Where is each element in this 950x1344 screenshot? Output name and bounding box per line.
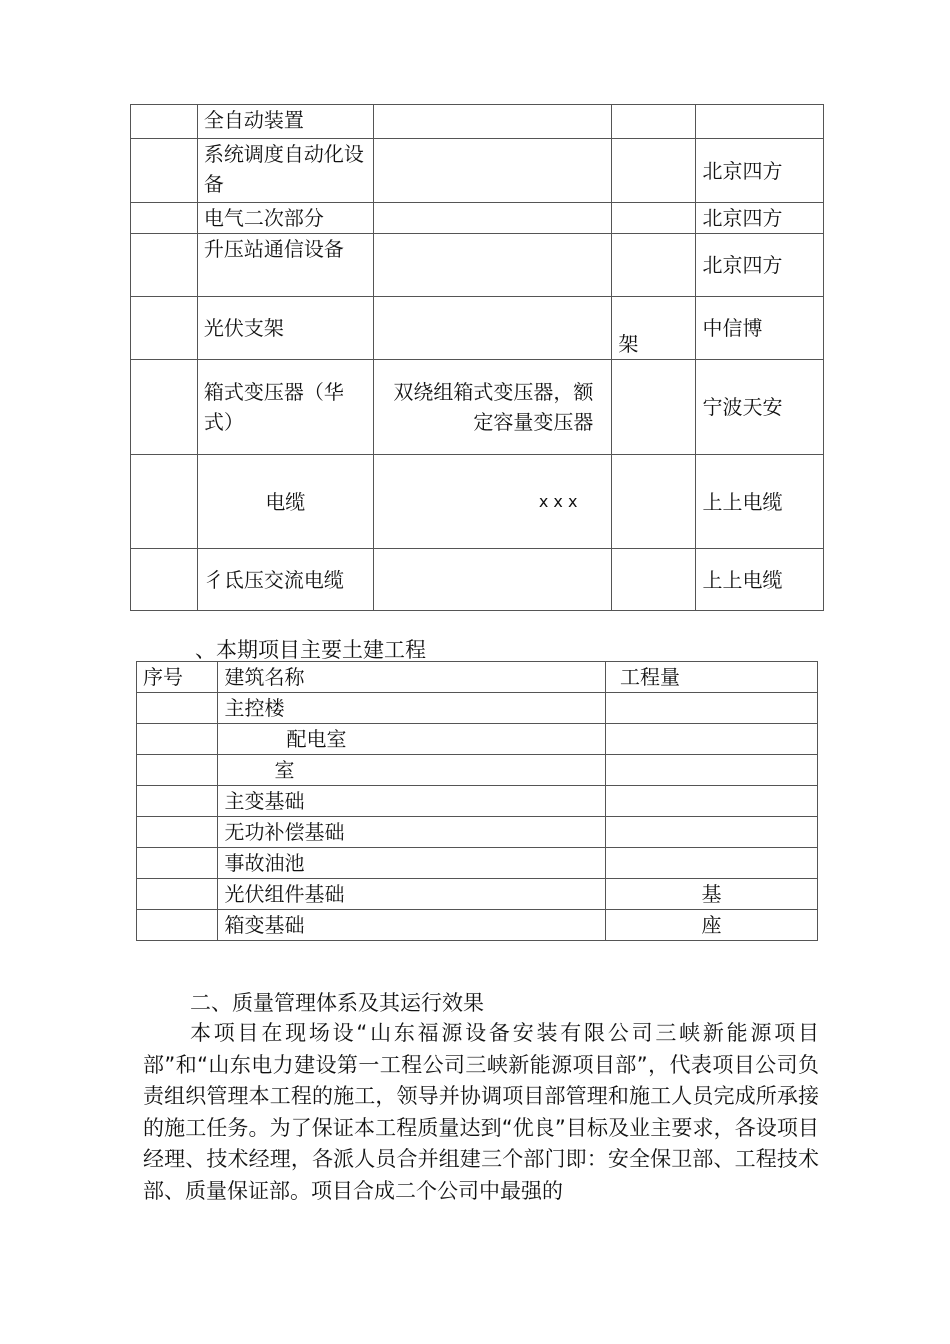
- table-row: [137, 879, 818, 910]
- equipment-name: 箱式变压器（华式）: [197, 360, 373, 455]
- equipment-unit: [612, 203, 696, 234]
- table-row: [137, 755, 818, 786]
- equipment-vendor: 宁波天安: [696, 360, 824, 455]
- table-row: [131, 139, 824, 203]
- table-row: [131, 105, 824, 139]
- table-row: [137, 848, 818, 879]
- row-qty: 座: [606, 910, 818, 941]
- equipment-name: 电缆: [197, 455, 373, 549]
- equipment-vendor: 北京四方: [696, 139, 824, 203]
- body-paragraph: 本项目在现场设“山东福源设备安装有限公司三峡新能源项目部”和“山东电力建设第一工程公司三峡新能源项目部”，代表项目公司负责组织管理本工程的施工，领导并协调项目部管理和施工人员完成所承接的施工任务。为了保证本工程质量达到“优良”目标及业主要求，各设项目经理、技术经理，各派人员合并组建三个部门即：安全保卫部、工程技术部、质量保证部。项目合成二个公司中最强的: [143, 1021, 819, 1203]
- row-no: [137, 755, 218, 786]
- table-row: [137, 786, 818, 817]
- table-row: [137, 817, 818, 848]
- row-no: [137, 848, 218, 879]
- equipment-spec: [373, 203, 612, 234]
- equipment-spec: [373, 549, 612, 611]
- row-qty: [606, 786, 818, 817]
- table-cell: [131, 203, 198, 234]
- civil-works-table: [136, 661, 818, 941]
- row-name: 主控楼: [218, 693, 606, 724]
- section-heading: 二、质量管理体系及其运行效果: [190, 991, 484, 1015]
- equipment-vendor: 北京四方: [696, 203, 824, 234]
- table-cell: [131, 455, 198, 549]
- equipment-name: 升压站通信设备: [197, 234, 373, 297]
- row-name: 室: [218, 755, 606, 786]
- equipment-vendor: [696, 105, 824, 139]
- table-cell: [131, 234, 198, 297]
- table-cell: [131, 297, 198, 360]
- equipment-unit: [612, 455, 696, 549]
- row-name: 配电室: [218, 724, 606, 755]
- equipment-unit: [612, 234, 696, 297]
- equipment-table: [130, 104, 824, 611]
- table-row: [131, 455, 824, 549]
- table-header-row: [137, 662, 818, 693]
- row-qty: [606, 693, 818, 724]
- equipment-spec: [373, 234, 612, 297]
- equipment-name: 光伏支架: [197, 297, 373, 360]
- table-row: [137, 910, 818, 941]
- section-title: 、本期项目主要土建工程: [195, 638, 426, 662]
- equipment-vendor: 上上电缆: [696, 455, 824, 549]
- equipment-spec: x x x: [373, 455, 612, 549]
- row-name: 主变基础: [218, 786, 606, 817]
- equipment-spec: [373, 105, 612, 139]
- equipment-vendor: 北京四方: [696, 234, 824, 297]
- equipment-unit: [612, 105, 696, 139]
- equipment-vendor: 上上电缆: [696, 549, 824, 611]
- row-name: 无功补偿基础: [218, 817, 606, 848]
- equipment-spec: 双绕组箱式变压器，额定容量变压器: [373, 360, 612, 455]
- equipment-vendor: 中信博: [696, 297, 824, 360]
- equipment-spec: [373, 297, 612, 360]
- row-qty: 基: [606, 879, 818, 910]
- table-row: [137, 693, 818, 724]
- table-cell: [131, 360, 198, 455]
- row-qty: [606, 817, 818, 848]
- equipment-name: 电气二次部分: [197, 203, 373, 234]
- row-qty: [606, 755, 818, 786]
- equipment-unit: [612, 360, 696, 455]
- table-row: [131, 203, 824, 234]
- table-cell: [131, 549, 198, 611]
- row-no: [137, 786, 218, 817]
- row-no: [137, 817, 218, 848]
- equipment-name: 全自动装置: [197, 105, 373, 139]
- equipment-name: 彳氐压交流电缆: [197, 549, 373, 611]
- table-row: [131, 549, 824, 611]
- row-no: [137, 910, 218, 941]
- table-row: [131, 360, 824, 455]
- header-qty: 工程量: [606, 662, 818, 693]
- equipment-spec: [373, 139, 612, 203]
- header-name: 建筑名称: [218, 662, 606, 693]
- row-no: [137, 693, 218, 724]
- table-cell: [131, 105, 198, 139]
- table-row: [131, 234, 824, 297]
- equipment-unit: [612, 549, 696, 611]
- equipment-unit: 架: [612, 297, 696, 360]
- row-no: [137, 724, 218, 755]
- row-qty: [606, 848, 818, 879]
- table-row: [131, 297, 824, 360]
- row-name: 事故油池: [218, 848, 606, 879]
- table-cell: [131, 139, 198, 203]
- row-name: 箱变基础: [218, 910, 606, 941]
- header-no: 序号: [137, 662, 218, 693]
- row-qty: [606, 724, 818, 755]
- equipment-name: 系统调度自动化设备: [197, 139, 373, 203]
- table-row: [137, 724, 818, 755]
- row-no: [137, 879, 218, 910]
- equipment-unit: [612, 139, 696, 203]
- row-name: 光伏组件基础: [218, 879, 606, 910]
